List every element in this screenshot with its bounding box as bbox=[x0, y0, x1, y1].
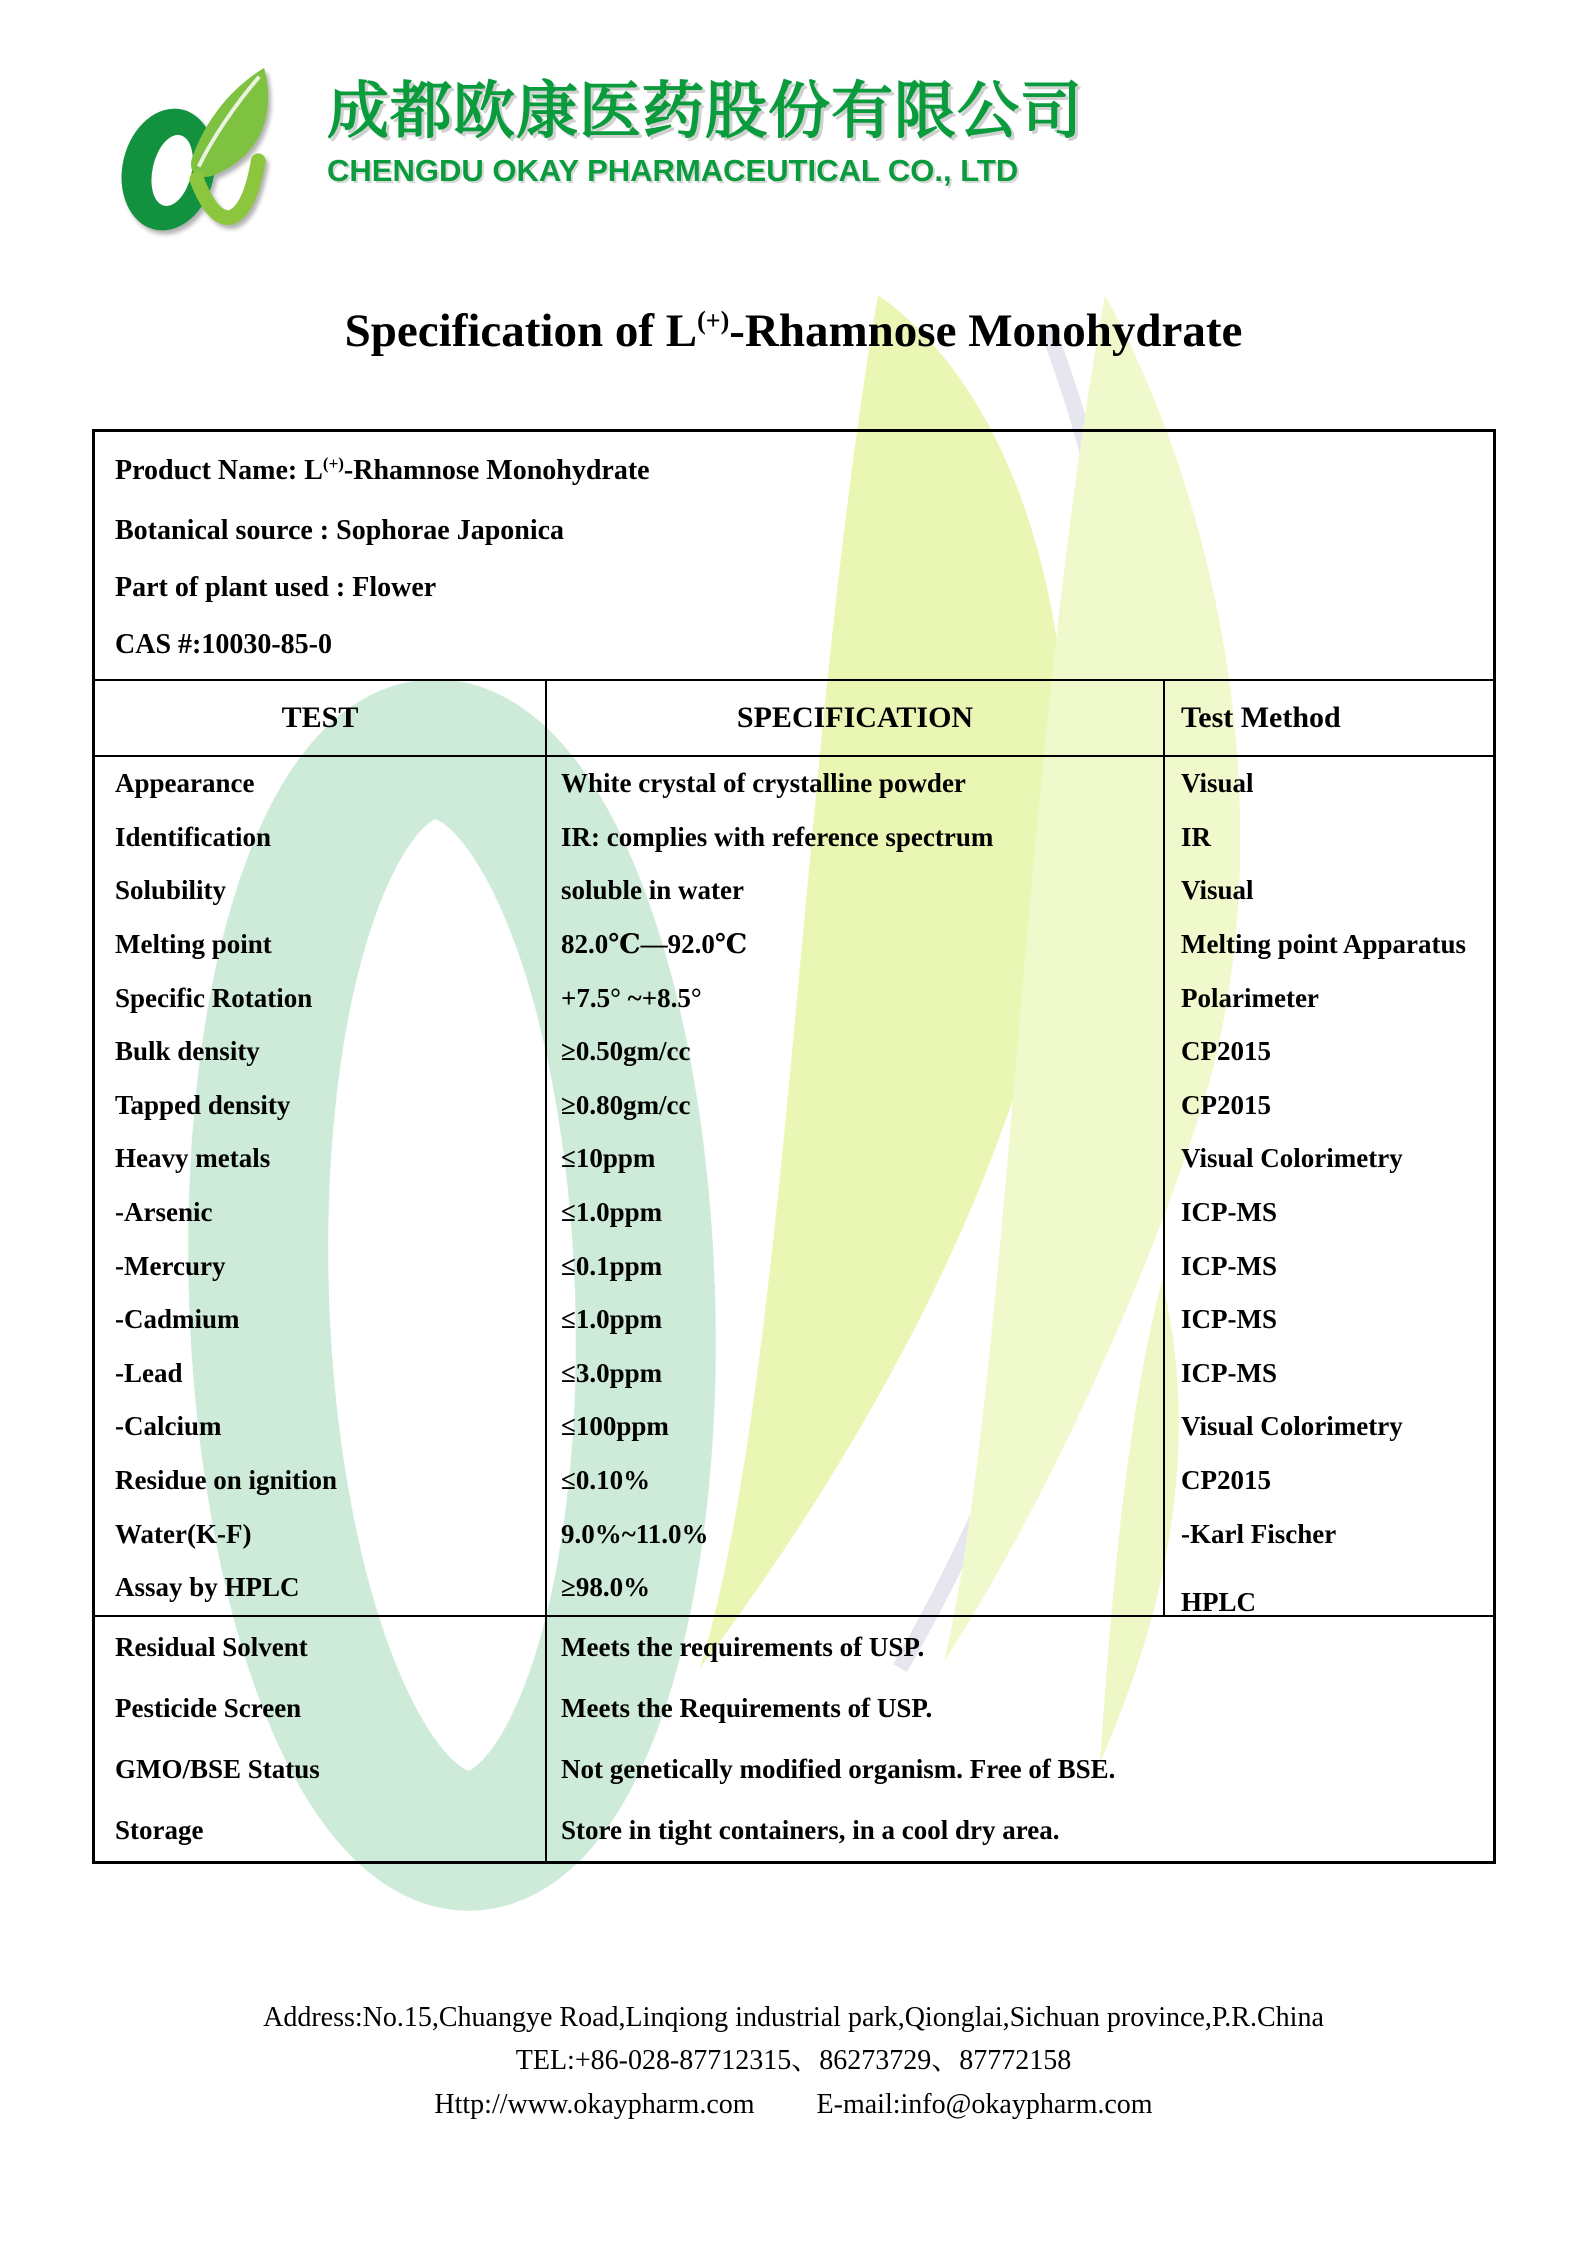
test-cell: Identification bbox=[115, 821, 272, 852]
test-cell: GMO/BSE Status bbox=[115, 1753, 320, 1784]
footer-website: Http://www.okaypharm.com bbox=[434, 2088, 755, 2120]
method-cell: ICP-MS bbox=[1163, 1293, 1493, 1347]
table-row bbox=[95, 1617, 1493, 1678]
header-test: TEST bbox=[281, 701, 359, 734]
table-row bbox=[95, 1739, 1493, 1800]
spec-cell: 9.0%~11.0% bbox=[545, 1507, 1163, 1561]
spec-cell: ≥0.80gm/cc bbox=[545, 1079, 1163, 1133]
table-row bbox=[95, 757, 1493, 811]
spec-cell: 82.0℃—92.0℃ bbox=[545, 918, 1163, 972]
test-cell: -Mercury bbox=[115, 1250, 226, 1281]
method-cell: CP2015 bbox=[1163, 1025, 1493, 1079]
table-row bbox=[95, 1561, 1493, 1618]
spec-cell: ≥0.50gm/cc bbox=[545, 1025, 1163, 1079]
method-cell: ICP-MS bbox=[1163, 1239, 1493, 1293]
test-cell: Solubility bbox=[115, 875, 227, 906]
method-cell: Polarimeter bbox=[1163, 971, 1493, 1025]
page-title bbox=[0, 304, 1587, 365]
table-bottom-section bbox=[95, 1615, 1493, 1861]
table-row bbox=[95, 1293, 1493, 1347]
test-cell: Bulk density bbox=[115, 1036, 260, 1067]
test-cell: Residue on ignition bbox=[115, 1465, 338, 1496]
spec-cell: ≤1.0ppm bbox=[545, 1186, 1163, 1240]
spec-cell: soluble in water bbox=[545, 864, 1163, 918]
spec-cell: ≤100ppm bbox=[545, 1400, 1163, 1454]
table-body bbox=[95, 757, 1493, 1618]
method-cell: Melting point Apparatus bbox=[1163, 918, 1493, 972]
spec-cell: Meets the requirements of USP. bbox=[545, 1617, 1493, 1678]
company-name-english: CHENGDU OKAY PHARMACEUTICAL CO., LTD bbox=[327, 153, 1019, 189]
plant-part-line: Part of plant used : Flower bbox=[115, 572, 437, 603]
table-row bbox=[95, 1132, 1493, 1186]
method-cell: IR bbox=[1163, 811, 1493, 865]
product-name-superscript: (+) bbox=[322, 454, 344, 473]
footer-email: E-mail:info@okaypharm.com bbox=[816, 2088, 1153, 2120]
title-text-rest: -Rhamnose Monohydrate bbox=[729, 305, 1243, 357]
table-row bbox=[95, 918, 1493, 972]
test-cell: -Cadmium bbox=[115, 1304, 240, 1335]
method-cell-text: HPLC bbox=[1181, 1587, 1257, 1618]
table-row bbox=[95, 864, 1493, 918]
product-name-rest: -Rhamnose Monohydrate bbox=[343, 455, 650, 486]
product-name-line bbox=[115, 442, 1493, 502]
company-name-block bbox=[327, 76, 1083, 189]
product-info-section bbox=[95, 432, 1493, 679]
table-row bbox=[95, 1678, 1493, 1739]
product-name-label: Product Name: L bbox=[115, 455, 323, 486]
method-cell: ICP-MS bbox=[1163, 1186, 1493, 1240]
method-cell: CP2015 bbox=[1163, 1454, 1493, 1508]
test-cell: Specific Rotation bbox=[115, 982, 313, 1013]
method-cell: CP2015 bbox=[1163, 1079, 1493, 1133]
method-cell: Visual Colorimetry bbox=[1163, 1132, 1493, 1186]
header-specification: SPECIFICATION bbox=[545, 681, 1163, 755]
spec-cell: ≤0.10% bbox=[545, 1454, 1163, 1508]
method-cell: -Karl Fischer bbox=[1163, 1507, 1493, 1561]
method-cell bbox=[1163, 1561, 1493, 1618]
header-test-method: Test Method bbox=[1163, 681, 1493, 755]
test-cell: Melting point bbox=[115, 929, 272, 960]
test-cell: Heavy metals bbox=[115, 1143, 271, 1174]
table-row bbox=[95, 1800, 1493, 1861]
table-row bbox=[95, 971, 1493, 1025]
botanical-source-line: Botanical source : Sophorae Japonica bbox=[115, 515, 565, 546]
method-cell: Visual bbox=[1163, 864, 1493, 918]
spec-cell: +7.5° ~+8.5° bbox=[545, 971, 1163, 1025]
footer-tel: TEL:+86-028-87712315、86273729、87772158 bbox=[515, 2045, 1072, 2076]
spec-cell: Store in tight containers, in a cool dry area. bbox=[545, 1800, 1493, 1861]
footer-address: Address:No.15,Chuangye Road,Linqiong industrial park,Qionglai,Sichuan province,P.R.China bbox=[263, 2001, 1324, 2033]
test-cell: Tapped density bbox=[115, 1089, 291, 1120]
test-cell: -Lead bbox=[115, 1357, 183, 1388]
table-row bbox=[95, 1025, 1493, 1079]
table-row bbox=[95, 1186, 1493, 1240]
test-cell: Appearance bbox=[115, 768, 255, 799]
company-name-chinese: 成都欧康医药股份有限公司 bbox=[327, 77, 1084, 146]
table-header-row bbox=[95, 679, 1493, 757]
method-cell: Visual bbox=[1163, 757, 1493, 811]
table-row bbox=[95, 1239, 1493, 1293]
spec-cell: ≤0.1ppm bbox=[545, 1239, 1163, 1293]
test-cell: Assay by HPLC bbox=[115, 1572, 300, 1603]
table-row bbox=[95, 1079, 1493, 1133]
table-row bbox=[95, 1507, 1493, 1561]
spec-cell: ≤1.0ppm bbox=[545, 1293, 1163, 1347]
spec-cell: Not genetically modified organism. Free of BSE. bbox=[545, 1739, 1493, 1800]
spec-cell: ≤10ppm bbox=[545, 1132, 1163, 1186]
spec-cell: Meets the Requirements of USP. bbox=[545, 1678, 1493, 1739]
specification-table bbox=[92, 429, 1496, 1864]
test-cell: -Arsenic bbox=[115, 1197, 213, 1228]
method-cell: Visual Colorimetry bbox=[1163, 1400, 1493, 1454]
table-row bbox=[95, 1347, 1493, 1401]
footer bbox=[0, 1996, 1587, 2127]
company-logo-icon bbox=[98, 52, 313, 248]
method-cell: ICP-MS bbox=[1163, 1347, 1493, 1401]
test-cell: Pesticide Screen bbox=[115, 1692, 302, 1723]
spec-cell: IR: complies with reference spectrum bbox=[545, 811, 1163, 865]
test-cell: Residual Solvent bbox=[115, 1631, 308, 1662]
table-row bbox=[95, 811, 1493, 865]
title-superscript: (+) bbox=[697, 306, 730, 335]
spec-cell: ≤3.0ppm bbox=[545, 1347, 1163, 1401]
cas-number-line: CAS #:10030-85-0 bbox=[115, 629, 332, 660]
footer-web-email-line bbox=[0, 2083, 1587, 2127]
table-row bbox=[95, 1400, 1493, 1454]
test-cell: Water(K-F) bbox=[115, 1518, 252, 1549]
spec-cell: White crystal of crystalline powder bbox=[545, 757, 1163, 811]
test-cell: -Calcium bbox=[115, 1411, 222, 1442]
title-text: Specification of L bbox=[344, 305, 698, 357]
letterhead bbox=[98, 52, 1587, 248]
table-row bbox=[95, 1454, 1493, 1508]
spec-cell: ≥98.0% bbox=[545, 1561, 1163, 1615]
test-cell: Storage bbox=[115, 1814, 204, 1845]
